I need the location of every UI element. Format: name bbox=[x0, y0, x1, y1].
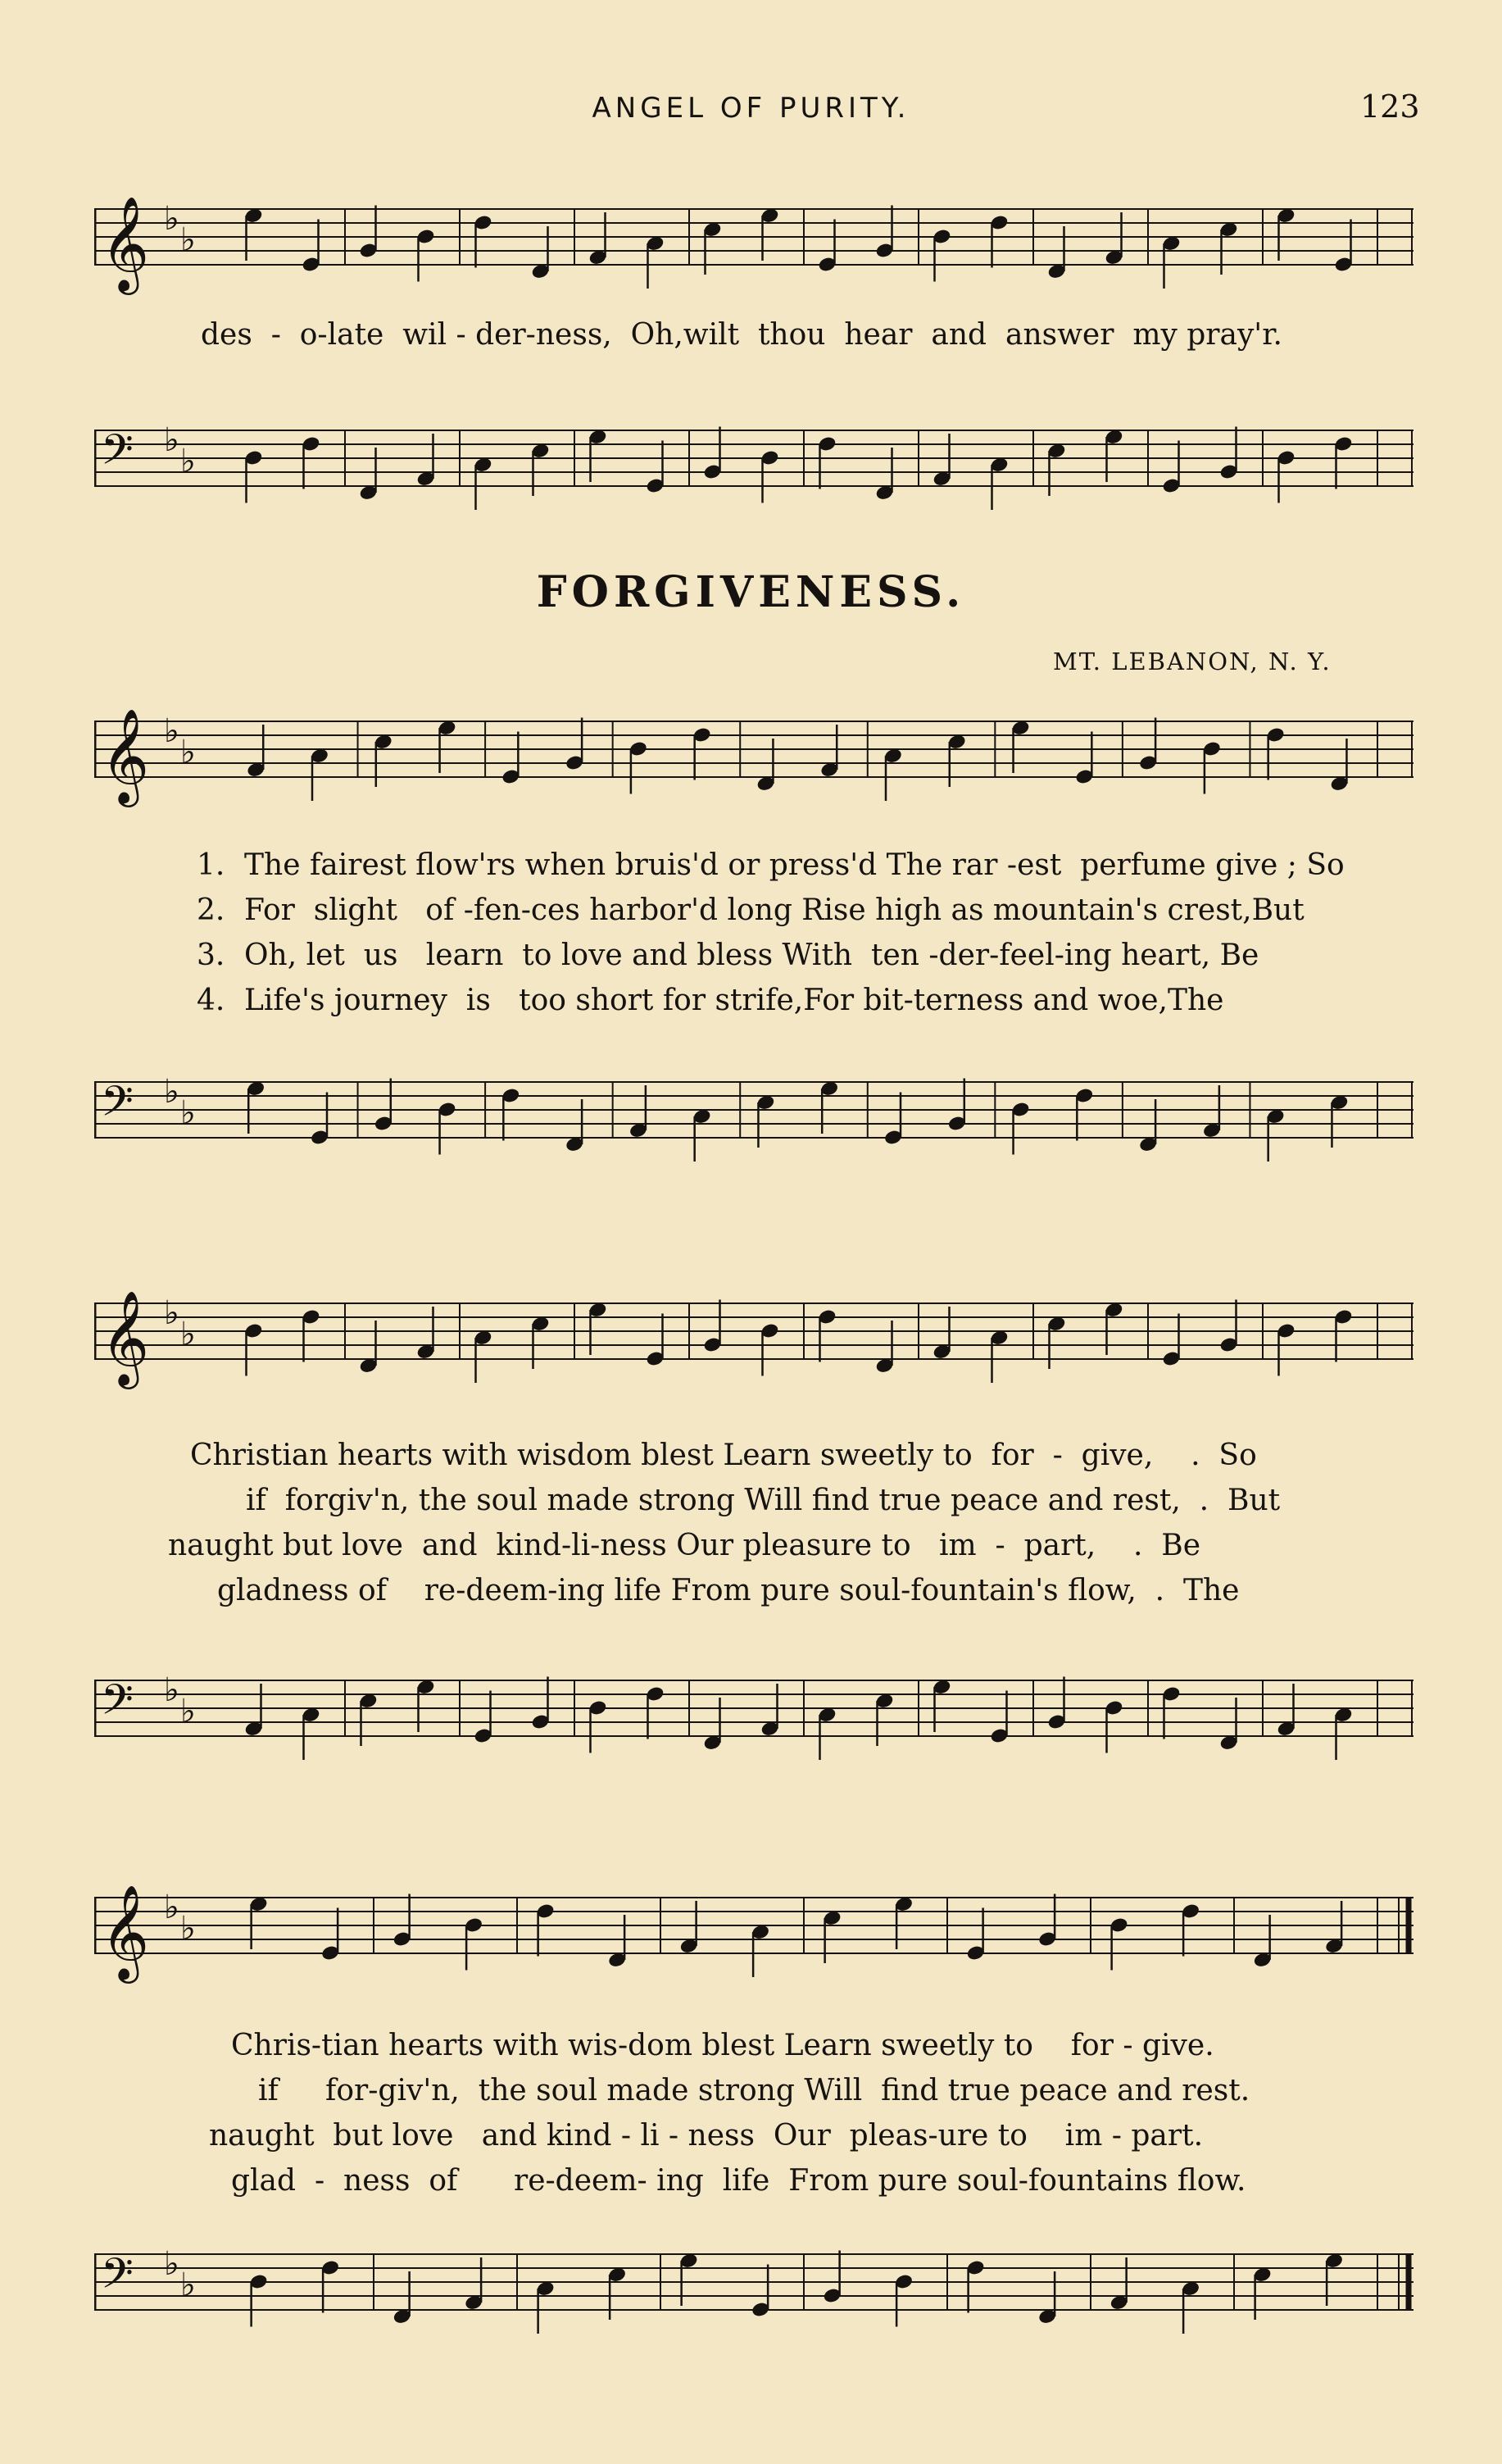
bass-clef-icon: 𝄢 bbox=[101, 425, 134, 484]
verse-line bbox=[197, 893, 1305, 927]
key-signature-flat-icon: ♭ bbox=[164, 421, 179, 459]
verse-text: For slight of -fen-ces harbor'd long Rise high as mountain's crest,But bbox=[244, 893, 1305, 927]
verse-line: if for-giv'n, the soul made strong Will find true peace and rest. bbox=[258, 2074, 1250, 2107]
music-staff bbox=[94, 2230, 1414, 2344]
verse-line: if forgiv'n, the soul made strong Will find true peace and rest, . But bbox=[246, 1484, 1281, 1517]
music-staff bbox=[94, 1057, 1414, 1172]
key-signature-flat-icon: ♭ bbox=[164, 712, 179, 750]
verse-line: glad - ness of re-deem- ing life From pure soul-fountains flow. bbox=[231, 2164, 1246, 2198]
key-signature-flat-icon: ♭ bbox=[164, 1294, 179, 1332]
verse-number: 3. bbox=[197, 939, 225, 972]
piece-title: FORGIVENESS. bbox=[536, 567, 966, 617]
verse-line bbox=[197, 848, 1345, 882]
key-signature-flat-icon: ♭ bbox=[180, 443, 196, 480]
key-signature-flat-icon: ♭ bbox=[180, 1910, 196, 1948]
music-staff bbox=[94, 1279, 1414, 1393]
key-signature-flat-icon: ♭ bbox=[180, 1094, 196, 1132]
key-signature-flat-icon: ♭ bbox=[180, 221, 196, 259]
treble-clef-icon: 𝄞 bbox=[101, 1884, 150, 1980]
verse-text: Life's journey is too short for strife,For bit-terness and woe,The bbox=[244, 984, 1224, 1017]
verse-line: gladness of re-deem-ing life From pure soul-fountain's flow, . The bbox=[217, 1574, 1240, 1607]
music-staff bbox=[94, 184, 1414, 299]
treble-clef-icon: 𝄞 bbox=[101, 195, 150, 291]
lyric-line: des - o-late wil - der-ness, Oh,wilt thou hear and answer my pray'r. bbox=[201, 318, 1282, 352]
treble-clef-icon: 𝄞 bbox=[101, 707, 150, 803]
key-signature-flat-icon: ♭ bbox=[164, 200, 179, 238]
verse-text: The fairest flow'rs when bruis'd or press'd The rar -est perfume give ; So bbox=[244, 848, 1345, 882]
music-staff bbox=[94, 1656, 1414, 1771]
music-staff bbox=[94, 406, 1414, 521]
key-signature-flat-icon: ♭ bbox=[180, 734, 196, 771]
music-staff bbox=[94, 1873, 1414, 1988]
bass-clef-icon: 𝄢 bbox=[101, 1076, 134, 1136]
key-signature-flat-icon: ♭ bbox=[164, 1671, 179, 1709]
verse-text: Oh, let us learn to love and bless With ten -der-feel-ing heart, Be bbox=[244, 939, 1259, 972]
music-staff bbox=[94, 697, 1414, 811]
verse-line bbox=[197, 939, 1259, 972]
verse-line: naught but love and kind - li - ness Our pleas-ure to im - part. bbox=[209, 2119, 1204, 2153]
key-signature-flat-icon: ♭ bbox=[164, 1889, 179, 1926]
treble-clef-icon: 𝄞 bbox=[101, 1289, 150, 1385]
bass-clef-icon: 𝄢 bbox=[101, 2248, 134, 2308]
verse-number: 1. bbox=[197, 848, 225, 882]
key-signature-flat-icon: ♭ bbox=[164, 2245, 179, 2283]
bass-clef-icon: 𝄢 bbox=[101, 1675, 134, 1734]
verse-number: 2. bbox=[197, 893, 225, 927]
running-header: ANGEL OF PURITY. bbox=[592, 92, 910, 125]
page-number: 123 bbox=[1360, 89, 1420, 125]
key-signature-flat-icon: ♭ bbox=[180, 2266, 196, 2304]
verse-line: naught but love and kind-li-ness Our pleasure to im - part, . Be bbox=[168, 1529, 1201, 1562]
key-signature-flat-icon: ♭ bbox=[164, 1073, 179, 1111]
verse-line bbox=[197, 984, 1224, 1017]
verse-line: Chris-tian hearts with wis-dom blest Learn sweetly to for - give. bbox=[231, 2029, 1214, 2062]
verse-line: Christian hearts with wisdom blest Learn sweetly to for - give, . So bbox=[190, 1439, 1257, 1472]
composer-credit: MT. LEBANON, N. Y. bbox=[1053, 648, 1332, 675]
verse-number: 4. bbox=[197, 984, 225, 1017]
key-signature-flat-icon: ♭ bbox=[180, 1693, 196, 1730]
key-signature-flat-icon: ♭ bbox=[180, 1316, 196, 1353]
